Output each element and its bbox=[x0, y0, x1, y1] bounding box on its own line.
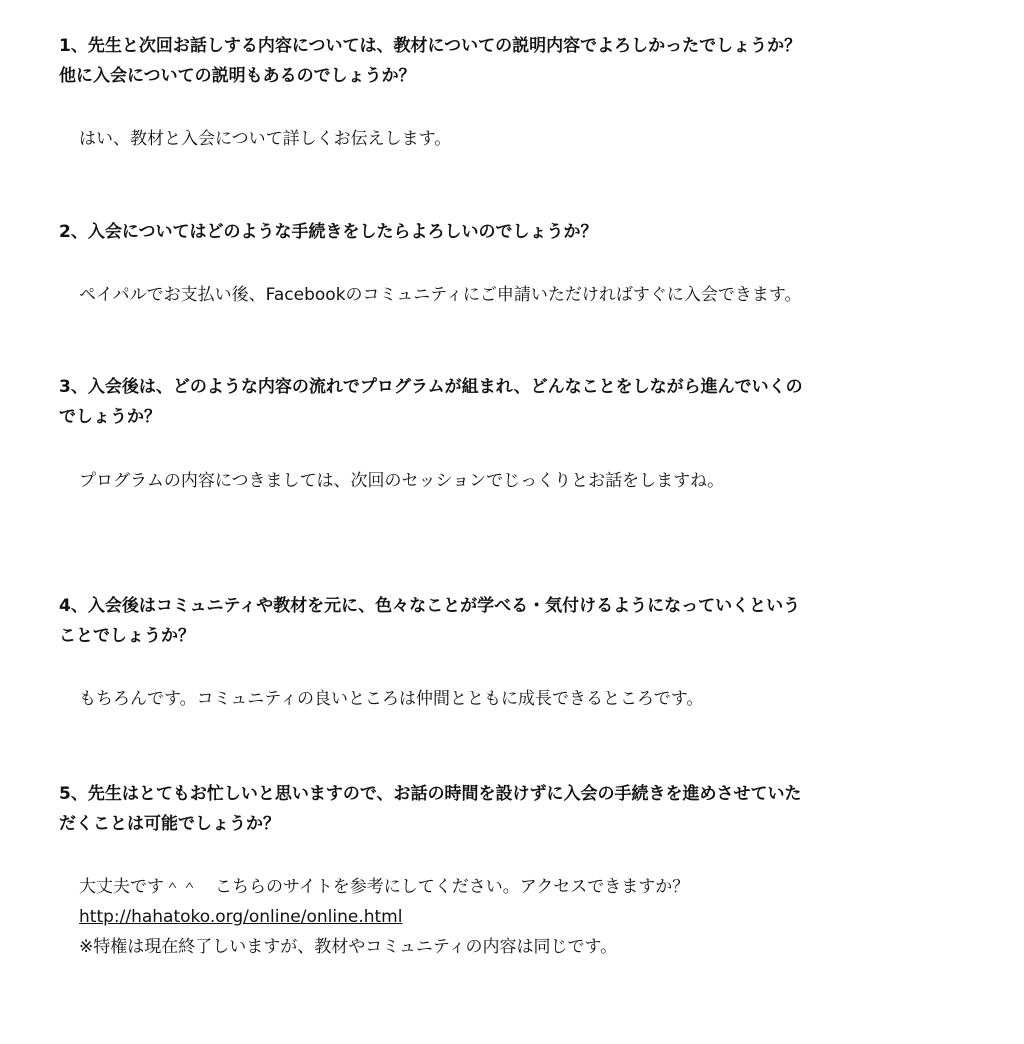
answer-2-line-1: ペイパルでお支払い後、Facebookのコミュニティにご申請いただければすぐに入会できます。 bbox=[79, 285, 802, 305]
question-5-line-2: だくことは可能でしょうか？ bbox=[59, 814, 280, 834]
answer-5 bbox=[79, 872, 979, 962]
question-3 bbox=[59, 372, 959, 432]
answer-3 bbox=[79, 466, 979, 496]
question-2-line-1: 2、入会についてはどのような手続きをしたらよろしいのでしょうか？ bbox=[59, 222, 598, 242]
answer-3-line-1: プログラムの内容につきましては、次回のセッションでじっくりとお話をしますね。 bbox=[79, 471, 725, 491]
question-5-line-1: 5、先生はとてもお忙しいと思いますので、お話の時間を設けずに入会の手続きを進めさせていた bbox=[59, 784, 802, 804]
answer-4-line-1: もちろんです。コミュニティの良いところは仲間とともに成長できるところです。 bbox=[79, 689, 704, 709]
question-2 bbox=[59, 217, 959, 247]
question-4-line-2: ことでしょうか？ bbox=[59, 626, 195, 646]
question-1 bbox=[59, 31, 959, 91]
question-5 bbox=[59, 779, 959, 839]
question-4-line-1: 4、入会後はコミュニティや教材を元に、色々なことが学べる・気付けるようになっていくという bbox=[59, 596, 801, 616]
answer-1 bbox=[79, 124, 979, 154]
answer-2 bbox=[79, 280, 979, 310]
answer-5-line-1: 大丈夫です＾＾ こちらのサイトを参考にしてください。アクセスできますか？ bbox=[79, 877, 690, 897]
question-1-line-2: 他に入会についての説明もあるのでしょうか？ bbox=[59, 66, 416, 86]
question-3-line-2: でしょうか？ bbox=[59, 407, 161, 427]
question-4 bbox=[59, 591, 959, 651]
question-1-line-1: 1、先生と次回お話しする内容については、教材についての説明内容でよろしかったでしょうか？ bbox=[59, 36, 802, 56]
online-site-link[interactable]: http://hahatoko.org/online/online.html bbox=[79, 907, 403, 927]
answer-5-note: ※特権は現在終了しいますが、教材やコミュニティの内容は同じです。 bbox=[79, 937, 618, 957]
question-3-line-1: 3、入会後は、どのような内容の流れでプログラムが組まれ、どんなことをしながら進んでいくの bbox=[59, 377, 803, 397]
answer-1-line-1: はい、教材と入会について詳しくお伝えします。 bbox=[79, 129, 452, 149]
answer-4 bbox=[79, 684, 979, 714]
